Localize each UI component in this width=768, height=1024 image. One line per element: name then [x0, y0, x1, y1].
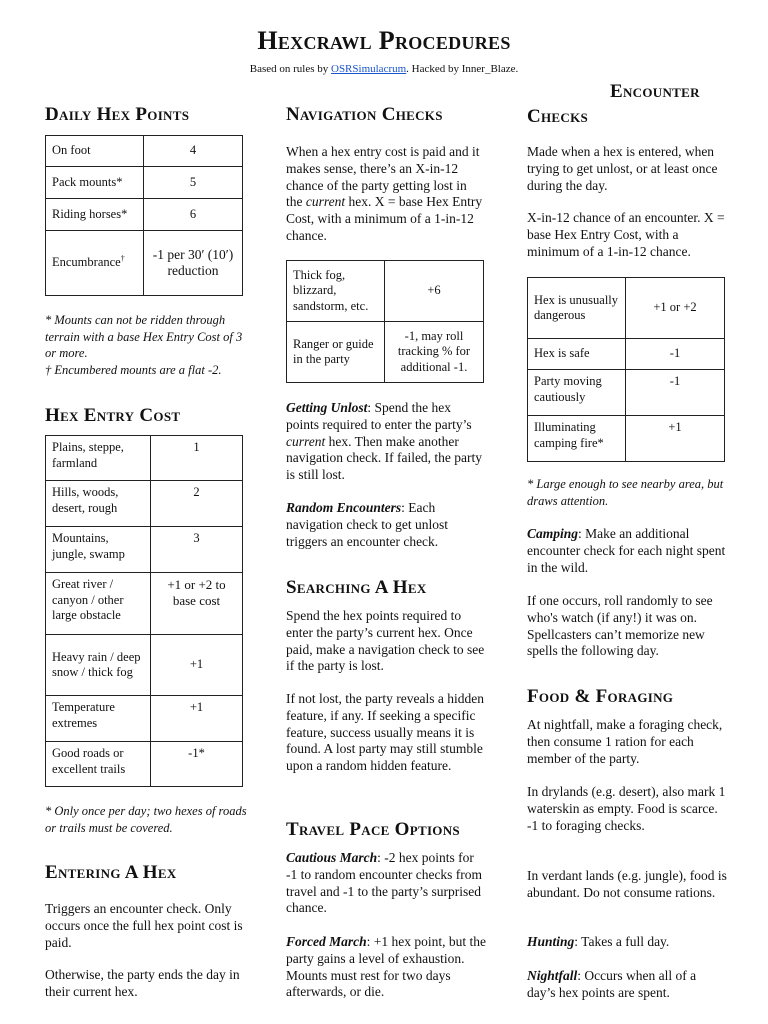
- term: Camping: [527, 526, 579, 541]
- table-row: [46, 742, 243, 787]
- navigation-modifiers-table: [286, 260, 484, 383]
- random-encounters-text: [286, 500, 486, 550]
- row-value: +1: [151, 696, 243, 742]
- row-value: +1: [151, 635, 243, 696]
- daily-hex-points-heading: Daily Hex Points: [45, 104, 190, 125]
- row-label: Riding horses*: [46, 199, 144, 231]
- searching-a-hex-heading: Searching A Hex: [286, 577, 427, 598]
- row-value: +1: [626, 416, 725, 462]
- row-value: +1 or +2: [626, 278, 725, 339]
- row-value: -1 per 30′ (10′) reduction: [144, 231, 243, 296]
- row-label: [46, 231, 144, 296]
- row-label: Illuminating camping fire*: [528, 416, 626, 462]
- cautious-march-text: [286, 850, 486, 917]
- foraging-text-1: At nightfall, make a foraging check, then consume 1 ration for each member of the party.: [527, 717, 723, 766]
- row-label: Thick fog, blizzard, sandstorm, etc.: [287, 261, 385, 322]
- encounter-intro: Made when a hex is entered, when trying to get unlost, or at least once during the day.: [527, 144, 718, 193]
- subtitle-suffix: . Hacked by Inner_Blaze.: [406, 63, 519, 75]
- emphasis: current: [286, 433, 326, 449]
- table-row: [528, 416, 725, 462]
- row-value: -1: [626, 370, 725, 416]
- table-row: [46, 436, 243, 481]
- term: Nightfall: [527, 968, 578, 983]
- travel-pace-heading: Travel Pace Options: [286, 819, 460, 840]
- row-value: +6: [385, 261, 484, 322]
- table-row: [46, 696, 243, 742]
- food-foraging-heading: Food & Foraging: [527, 686, 674, 707]
- table-row: [287, 261, 484, 322]
- table-row: [46, 136, 243, 167]
- text: hex. X = base Hex Entry Cost, with a minimum of a 1-in-12 chance.: [286, 194, 483, 243]
- text: : Make an additional encounter check for each night spent in the wild.: [527, 526, 726, 575]
- table-row: [46, 573, 243, 635]
- term: Random Encounters: [286, 500, 402, 515]
- row-label: Hex is safe: [528, 339, 626, 370]
- row-label: Good roads or excellent trails: [46, 742, 151, 787]
- text: : -2 hex points for -1 to random encounter checks from travel and -1 to the party’s surprised chance.: [286, 850, 483, 916]
- row-label: Great river / canyon / other large obstacle: [46, 573, 151, 635]
- row-value: -1, may roll tracking % for additional -1.: [385, 322, 484, 383]
- searching-text-2: If not lost, the party reveals a hidden feature, if any. If seeking a specific feature, success usually means it is found. A lost party may still stumble upon a random hidden feature.: [286, 691, 484, 774]
- text: : Each navigation check to get unlost triggers an encounter check.: [286, 500, 448, 549]
- dagger-mark: †: [120, 254, 125, 264]
- row-label: Hills, woods, desert, rough: [46, 481, 151, 527]
- row-value: -1: [626, 339, 725, 370]
- entering-a-hex-text: Triggers an encounter check. Only occurs once the full hex point cost is paid.: [45, 901, 243, 950]
- encounter-chance: X-in-12 chance of an encounter. X = base Hex Entry Cost, with a minimum of a 1-in-12 chance.: [527, 210, 725, 259]
- row-label: On foot: [46, 136, 144, 167]
- hex-entry-cost-table: [45, 435, 243, 787]
- row-value: 2: [151, 481, 243, 527]
- encounter-checks-heading-line2: Checks: [527, 106, 589, 127]
- row-value: +1 or +2 to base cost: [151, 573, 243, 635]
- text: : Occurs when all of a day’s hex points are spent.: [527, 968, 697, 1000]
- text: : +1 hex point, but the party gains a level of exhaustion. Mounts must rest for two days afterwards, or die.: [286, 934, 486, 1000]
- table-row: [46, 527, 243, 573]
- text: : Spend the hex points required to enter the party’s: [286, 400, 472, 432]
- mounts-footnote: * Mounts can not be ridden through terrain with a base Hex Entry Cost of 3 or more.: [45, 313, 243, 360]
- foraging-text-3: In verdant lands (e.g. jungle), food is abundant. Do not consume rations.: [527, 868, 727, 900]
- daily-hex-points-table: [45, 135, 243, 296]
- row-value: -1*: [151, 742, 243, 787]
- getting-unlost-text: [286, 400, 486, 484]
- encounter-modifiers-table: [527, 277, 725, 462]
- camping-text: [527, 526, 727, 576]
- table-row: [46, 481, 243, 527]
- row-label-text: Encumbrance: [52, 255, 121, 270]
- table-row: [46, 199, 243, 231]
- table-row: [46, 231, 243, 296]
- camping-fire-footnote: * Large enough to see nearby area, but draws attention.: [527, 477, 724, 508]
- subtitle-prefix: Based on rules by: [249, 63, 331, 75]
- entering-a-hex-heading: Entering A Hex: [45, 862, 177, 883]
- searching-text-1: Spend the hex points required to enter the party’s current hex. Once paid, make a navigation check to see if the party is lost.: [286, 608, 485, 674]
- table-row: [528, 370, 725, 416]
- hunting-text: [527, 934, 727, 951]
- roads-footnote: * Only once per day; two hexes of roads or trails must be covered.: [45, 804, 247, 835]
- navigation-intro: [286, 144, 486, 245]
- entering-a-hex-text-2: Otherwise, the party ends the day in their current hex.: [45, 967, 240, 999]
- table-row: [46, 635, 243, 696]
- encounter-checks-heading-line1: Encounter: [610, 81, 700, 102]
- hex-entry-cost-heading: Hex Entry Cost: [45, 405, 181, 426]
- term: Forced March: [286, 934, 367, 949]
- table-row: [287, 322, 484, 383]
- row-value: 3: [151, 527, 243, 573]
- term: Getting Unlost: [286, 400, 368, 415]
- row-label: Hex is unusually dangerous: [528, 278, 626, 339]
- row-value: 6: [144, 199, 243, 231]
- row-label: Temperature extremes: [46, 696, 151, 742]
- text: When a hex entry cost is paid and it makes sense, there’s an X-in-12 chance of the party getting lost in the: [286, 144, 480, 210]
- text: : Takes a full day.: [574, 934, 670, 949]
- row-label: Ranger or guide in the party: [287, 322, 385, 383]
- row-label: Mountains, jungle, swamp: [46, 527, 151, 573]
- row-value: 5: [144, 167, 243, 199]
- table-row: [528, 339, 725, 370]
- term: Cautious March: [286, 850, 378, 865]
- row-label: Pack mounts*: [46, 167, 144, 199]
- watch-text: If one occurs, roll randomly to see who's watch (if any!) it was on. Spellcasters can’t memorize new spells the following day.: [527, 593, 713, 659]
- row-label: Heavy rain / deep snow / thick fog: [46, 635, 151, 696]
- table-row: [46, 167, 243, 199]
- row-value: 1: [151, 436, 243, 481]
- row-value: 4: [144, 136, 243, 167]
- emphasis: current: [305, 194, 346, 210]
- page-title: Hexcrawl Procedures: [257, 26, 511, 55]
- osrsimulacrum-link[interactable]: OSRSimulacrum: [331, 63, 407, 75]
- row-label: Plains, steppe, farmland: [46, 436, 151, 481]
- foraging-text-2: In drylands (e.g. desert), also mark 1 waterskin as empty. Food is scarce. -1 to foraging checks.: [527, 784, 726, 833]
- table-row: [528, 278, 725, 339]
- navigation-checks-heading: Navigation Checks: [286, 104, 443, 125]
- term: Hunting: [527, 934, 575, 949]
- text: hex. Then make another navigation check. If failed, the party is still lost.: [286, 433, 483, 483]
- subtitle: [0, 62, 768, 76]
- encumbered-footnote: † Encumbered mounts are a flat -2.: [45, 363, 222, 377]
- row-label: Party moving cautiously: [528, 370, 626, 416]
- nightfall-text: [527, 968, 727, 1002]
- forced-march-text: [286, 934, 486, 1001]
